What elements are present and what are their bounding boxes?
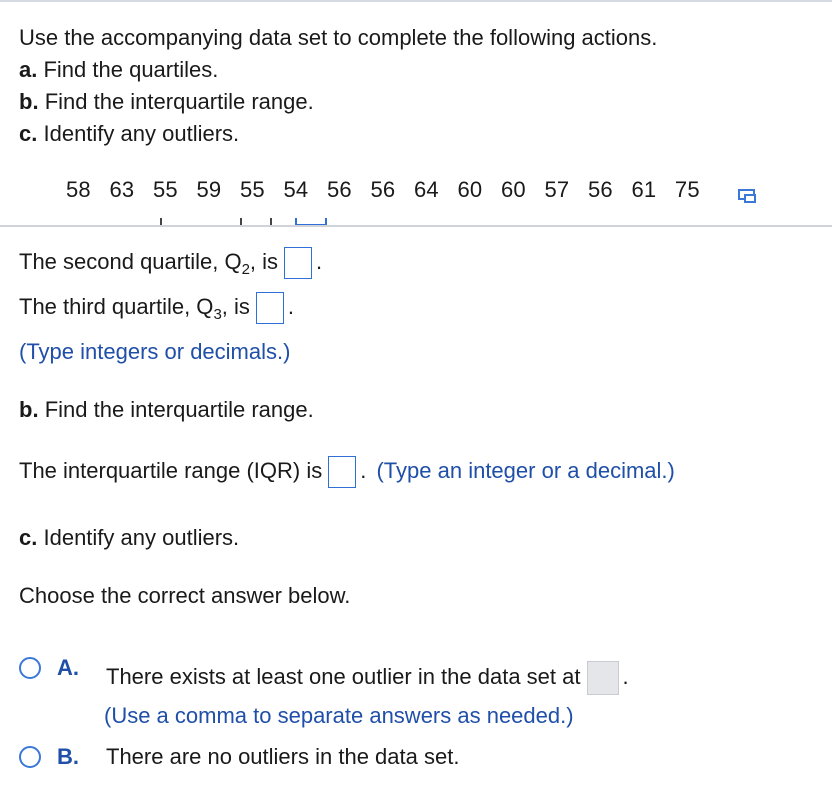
q3-period: . [287, 293, 295, 319]
part-c-heading-text: Identify any outliers. [43, 525, 240, 550]
scroll-divider [0, 225, 832, 227]
instruction-b-letter: b. [19, 89, 39, 114]
iqr-period: . [360, 457, 367, 483]
dataset-values: 58 63 55 59 55 54 56 56 64 60 60 57 56 61 75 [66, 177, 700, 202]
choose-prompt: Choose the correct answer below. [19, 583, 351, 608]
option-a-row [106, 661, 629, 695]
iqr-answer-box[interactable] [328, 456, 356, 488]
instruction-b [19, 89, 314, 115]
option-b-letter: B. [57, 744, 79, 769]
copy-data-icon[interactable] [738, 187, 760, 205]
option-b-text: There are no outliers in the data set. [106, 744, 460, 769]
instruction-b-text: Find the interquartile range. [44, 89, 314, 114]
q3-prefix: The third quartile, Q [19, 293, 214, 319]
q3-answer-box[interactable] [256, 292, 284, 324]
q2-answer-box[interactable] [284, 247, 312, 279]
part-c-letter: c. [19, 525, 38, 550]
q3-suffix: , is [221, 293, 250, 319]
q3-subscript: 3 [213, 305, 222, 323]
option-b-radio[interactable] [19, 746, 41, 768]
option-a-letter: A. [57, 655, 79, 680]
part-b-heading [19, 397, 314, 423]
instruction-c-letter: c. [19, 121, 38, 146]
instruction-c [19, 121, 239, 147]
iqr-prompt: The interquartile range (IQR) is [19, 457, 323, 483]
iqr-row [19, 456, 675, 488]
part-b-letter: b. [19, 397, 39, 422]
option-a-text: There exists at least one outlier in the data set at [106, 663, 581, 689]
instruction-a-letter: a. [19, 57, 38, 82]
iqr-hint: (Type an integer or a decimal.) [376, 457, 675, 483]
q2-period: . [316, 248, 323, 274]
instruction-c-text: Identify any outliers. [43, 121, 240, 146]
option-a-period: . [622, 663, 629, 689]
instructions-intro: Use the accompanying data set to complete the following actions. [19, 25, 658, 50]
q2-row [19, 247, 322, 279]
option-a-hint: (Use a comma to separate answers as needed.) [104, 703, 574, 728]
option-a-answer-box[interactable] [587, 661, 619, 695]
top-border [0, 0, 832, 2]
q2-subscript: 2 [241, 260, 250, 278]
option-a-radio[interactable] [19, 657, 41, 679]
q3-row [19, 292, 294, 324]
q2-suffix: , is [249, 248, 279, 274]
instruction-a-text: Find the quartiles. [43, 57, 219, 82]
part-b-heading-text: Find the interquartile range. [44, 397, 314, 422]
instruction-a [19, 57, 218, 83]
q2-prefix: The second quartile, Q [19, 248, 242, 274]
part-a-hint: (Type integers or decimals.) [19, 339, 291, 364]
part-c-heading [19, 525, 239, 551]
